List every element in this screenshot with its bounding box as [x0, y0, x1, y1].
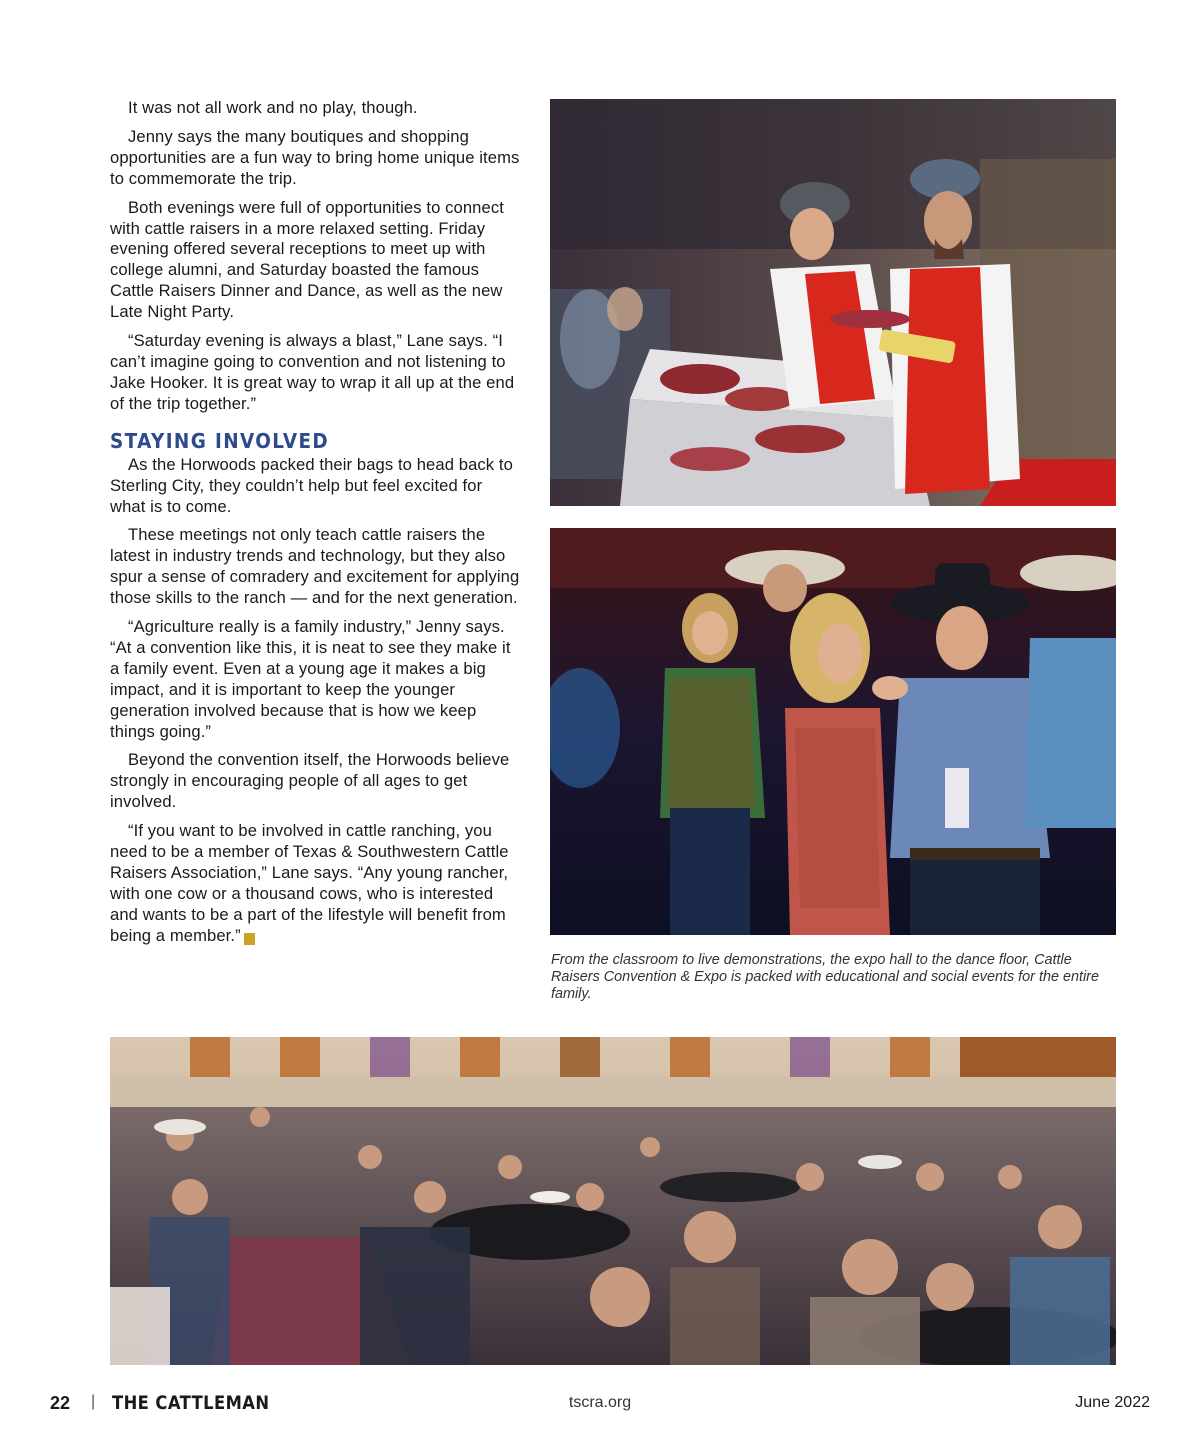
article-paragraph-final [110, 821, 522, 946]
convention-hall-photo [110, 1037, 1116, 1365]
meat-cutting-photo [550, 99, 1116, 506]
article-paragraph: It was not all work and no play, though. [128, 98, 418, 117]
website-link[interactable]: tscra.org [568, 1394, 632, 1411]
article-paragraph: These meetings not only teach cattle raisers the latest in industry trends and technology, but they also spur a sense of comradery and excitement for applying those skills to the ranch — and for the next generation. [110, 525, 520, 608]
article-paragraph: Beyond the convention itself, the Horwoods believe strongly in encouraging people of all ages to get involved. [110, 750, 510, 812]
section-heading: STAYING INVOLVED [110, 428, 330, 453]
article-paragraph: “Agriculture really is a family industry,” Jenny says. “At a convention like this, it is neat to see they make it a family event. Even at a young age it makes a big impact, and it is important to keep the younger generation involved because that is how we keep things going.” [110, 617, 511, 741]
article-paragraph: Both evenings were full of opportunities to connect with cattle raisers in a more relaxed setting. Friday evening offered several receptions to meet up with college alumni, and Saturday boasted the famous Cattle Raisers Dinner and Dance, as well as the new Late Night Party. [110, 197, 504, 322]
page-number: 22 [50, 1393, 71, 1413]
dance-floor-photo [550, 528, 1116, 935]
article-paragraph: “Saturday evening is always a blast,” Lane says. “I can’t imagine going to convention and not listening to Jake Hooker. It is great way to wrap it all up at the end of the trip together.” [110, 331, 515, 413]
magazine-name: THE CATTLEMAN [112, 1392, 270, 1414]
article-column [110, 98, 522, 955]
final-paragraph-text: “If you want to be involved in cattle ranching, you need to be a member of Texas & Southwestern Cattle Raisers Association,” Lane says. “Any young rancher, with one cow or a thousand cows, who is interested and wants to be a part of the lifestyle will benefit from being a member.” [110, 821, 509, 945]
issue-date: June 2022 [1075, 1394, 1150, 1411]
page-footer [0, 1393, 1200, 1417]
end-mark-icon: t [244, 933, 255, 945]
photo-caption: From the classroom to live demonstrations, the expo hall to the dance floor, Cattle Raisers Convention & Expo is packed with educational and social events for the entire family. [551, 952, 1099, 1002]
article-paragraph: Jenny says the many boutiques and shopping opportunities are a fun way to bring home unique items to commemorate the trip. [110, 126, 520, 188]
article-paragraph: As the Horwoods packed their bags to head back to Sterling City, they couldn’t help but feel excited for what is to come. [110, 454, 513, 516]
footer-separator: | [91, 1393, 96, 1410]
